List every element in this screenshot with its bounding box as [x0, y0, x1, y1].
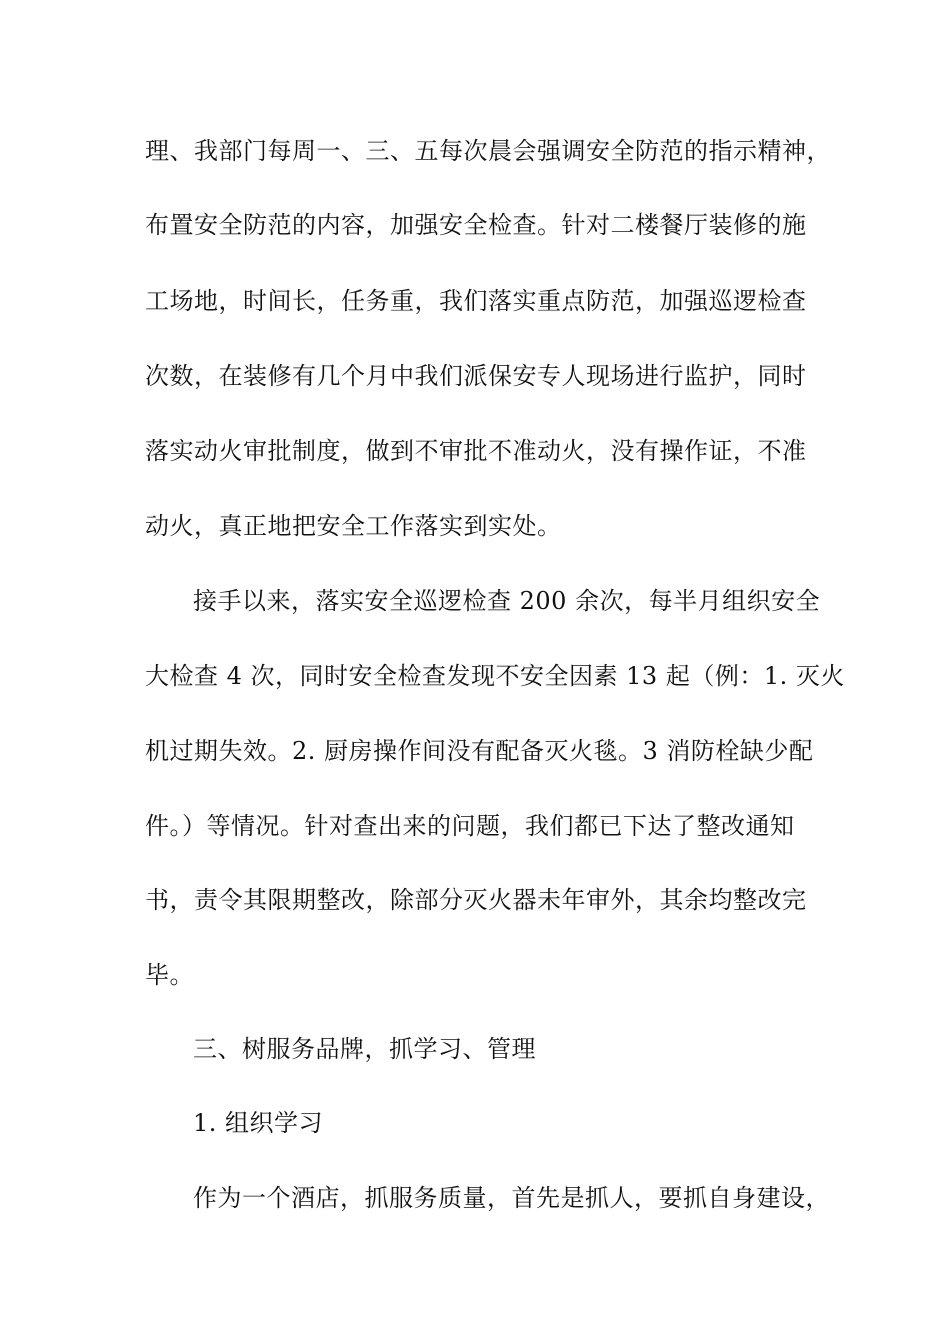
- text-line-4: 次数，在装修有几个月中我们派保安专人现场进行监护，同时: [145, 362, 807, 390]
- text-line-3: 工场地，时间长，任务重，我们落实重点防范，加强巡逻检查: [145, 287, 807, 315]
- section-heading: 三、树服务品牌，抓学习、管理: [193, 1035, 536, 1063]
- text-line-8: 大检查 4 次，同时安全检查发现不安全因素 13 起（例：1. 灭火: [145, 662, 845, 690]
- text-line-5: 落实动火审批制度，做到不审批不准动火，没有操作证，不准: [145, 437, 807, 465]
- text-line-7: 接手以来，落实安全巡逻检查 200 余次，每半月组织安全: [193, 587, 821, 615]
- subsection-heading: 1. 组织学习: [193, 1109, 324, 1137]
- text-line-15: 作为一个酒店，抓服务质量，首先是抓人，要抓自身建设，: [193, 1184, 830, 1212]
- text-line-12: 毕。: [145, 961, 194, 989]
- text-line-11: 书，责令其限期整改，除部分灭火器未年审外，其余均整改完: [145, 886, 807, 914]
- text-line-1: 理、我部门每周一、三、五每次晨会强调安全防范的指示精神，: [145, 137, 831, 165]
- text-line-6: 动火，真正地把安全工作落实到实处。: [145, 512, 562, 540]
- text-line-10: 件。）等情况。针对查出来的问题，我们都已下达了整改通知: [145, 812, 795, 840]
- text-line-9: 机过期失效。2. 厨房操作间没有配备灭火毯。3 消防栓缺少配: [145, 737, 814, 765]
- text-line-2: 布置安全防范的内容，加强安全检查。针对二楼餐厅装修的施: [145, 211, 807, 239]
